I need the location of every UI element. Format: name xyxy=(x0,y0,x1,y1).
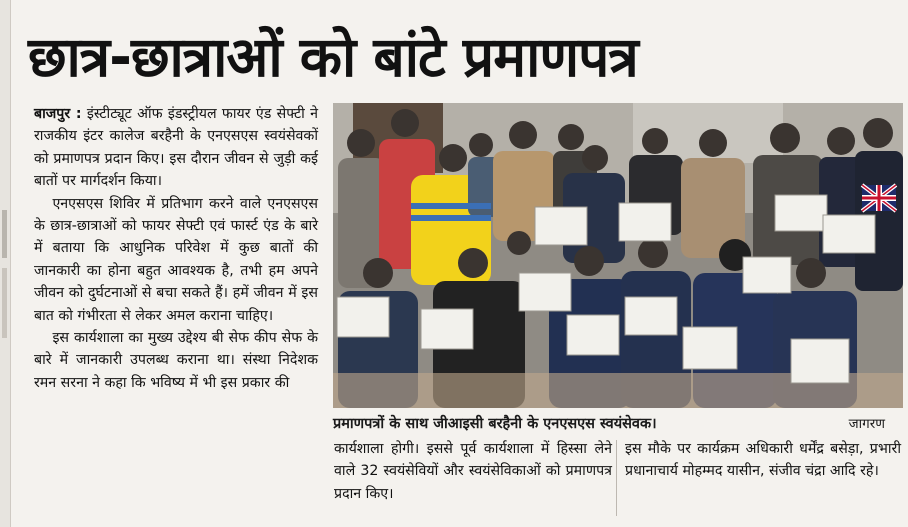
group-photo-illustration xyxy=(333,103,903,408)
paragraph-1 xyxy=(34,103,318,193)
paragraph-4: कार्यशाला होगी। इससे पूर्व कार्यशाला में हिस्सा लेने वाले 32 स्वयंसेवियों और स्वयंसेविकाओं को प्रमाणपत्र प्रदान किए। xyxy=(334,441,612,502)
headline: छात्र-छात्राओं को बांटे प्रमाणपत्र xyxy=(28,25,638,89)
edge-strip xyxy=(2,268,7,338)
paragraph-3: इस कार्यशाला का मुख्य उद्देश्य बी सेफ कीप सेफ के बारे में जानकारी उपलब्ध कराना था। संस्था निदेशक रमन सरना ने कहा कि भविष्य में भी इस प्रकार की xyxy=(34,330,318,391)
adjacent-page-edge xyxy=(0,0,11,527)
article-left-column xyxy=(34,103,318,394)
caption-text: प्रमाणपत्रों के साथ जीआइसी बरहैनी के एनएसएस स्वयंसेवक। xyxy=(333,416,657,432)
article-right-column xyxy=(625,438,901,483)
column-divider xyxy=(616,440,617,516)
group-photo xyxy=(333,103,903,408)
paragraph-1-text: इंस्टीट्यूट ऑफ इंडस्ट्रीयल फायर एंड सेफ्टी ने राजकीय इंटर कालेज बरहैनी के एनएसएस स्वयंसेवकों को प्रमाणपत्र प्रदान किए। इस दौरान जीवन से जुड़ी कई बातों पर मार्गदर्शन किया। xyxy=(34,106,319,190)
dateline: बाजपुर : xyxy=(34,106,82,122)
article-middle-column xyxy=(334,438,612,505)
edge-strip xyxy=(2,210,7,258)
paragraph-2: एनएसएस शिविर में प्रतिभाग करने वाले एनएसएस के छात्र-छात्राओं को फायर सेफ्टी एवं फार्स्ट एंड के बारे में बताया कि आधुनिक परिवेश में कुछ बातों की जानकारी का होना बहुत आवश्यक है, तभी हम अपने जीवन को दुर्घटनाओं से बचा सकते हैं। हमें जीवन में इस बात को गंभीरता से लेकर अमल कराना चाहिए। xyxy=(34,195,318,324)
paragraph-5: इस मौके पर कार्यक्रम अधिकारी धर्मेंद्र बसेड़ा, प्रभारी प्रधानाचार्य मोहम्मद यासीन, संजीव चंद्रा आदि रहे। xyxy=(625,441,901,480)
photo-caption xyxy=(333,412,903,436)
photo-credit: जागरण xyxy=(848,416,885,432)
